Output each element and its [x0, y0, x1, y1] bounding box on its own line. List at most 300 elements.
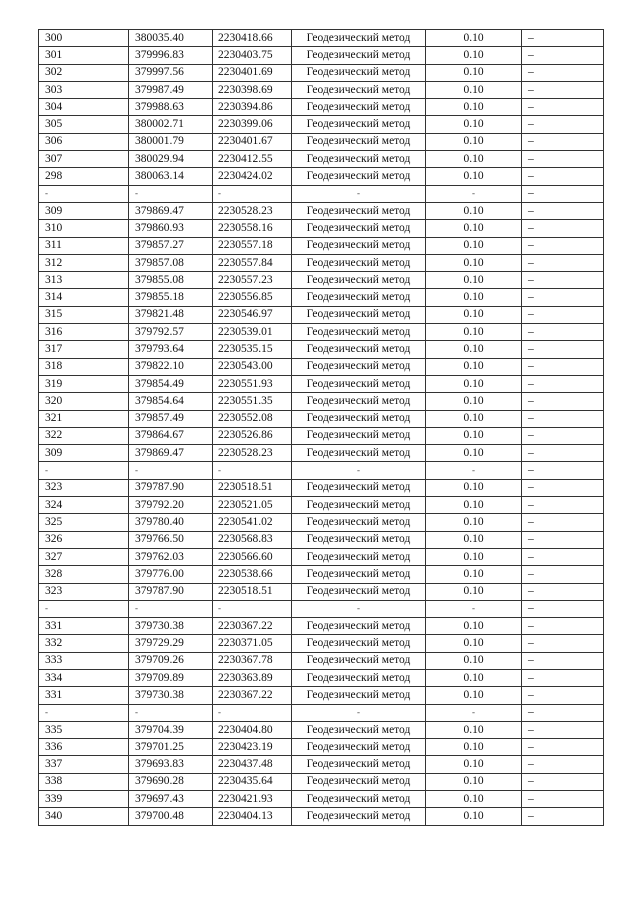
accuracy-cell: 0.10 [426, 635, 522, 652]
point-number-cell: 315 [39, 306, 129, 323]
accuracy-cell: 0.10 [426, 739, 522, 756]
point-number-cell: 313 [39, 272, 129, 289]
y-coordinate-cell: 2230363.89 [213, 669, 292, 686]
description-cell: – [522, 393, 604, 410]
accuracy-cell: - [426, 462, 522, 479]
x-coordinate-cell: - [129, 185, 213, 202]
y-coordinate-cell: - [213, 600, 292, 617]
x-coordinate-cell: 379730.38 [129, 687, 213, 704]
y-coordinate-cell: 2230394.86 [213, 99, 292, 116]
method-cell: Геодезический метод [292, 30, 426, 47]
x-coordinate-cell: 379793.64 [129, 341, 213, 358]
x-coordinate-cell: 379855.08 [129, 272, 213, 289]
description-cell: – [522, 756, 604, 773]
point-number-cell: 298 [39, 168, 129, 185]
method-cell: Геодезический метод [292, 289, 426, 306]
point-number-cell: 307 [39, 151, 129, 168]
point-number-cell: 332 [39, 635, 129, 652]
x-coordinate-cell: 379700.48 [129, 808, 213, 825]
method-cell: Геодезический метод [292, 566, 426, 583]
point-number-cell: - [39, 185, 129, 202]
description-cell: – [522, 479, 604, 496]
x-coordinate-cell: 379988.63 [129, 99, 213, 116]
y-coordinate-cell: 2230412.55 [213, 151, 292, 168]
description-cell: – [522, 47, 604, 64]
x-coordinate-cell: 379792.20 [129, 497, 213, 514]
y-coordinate-cell: 2230404.80 [213, 721, 292, 738]
point-number-cell: 335 [39, 721, 129, 738]
x-coordinate-cell: 379857.49 [129, 410, 213, 427]
table-row [39, 393, 604, 410]
y-coordinate-cell: 2230552.08 [213, 410, 292, 427]
accuracy-cell: 0.10 [426, 652, 522, 669]
table-row [39, 427, 604, 444]
y-coordinate-cell: 2230543.00 [213, 358, 292, 375]
x-coordinate-cell: 379787.90 [129, 583, 213, 600]
y-coordinate-cell: 2230558.16 [213, 220, 292, 237]
table-row [39, 808, 604, 825]
y-coordinate-cell: 2230401.67 [213, 133, 292, 150]
accuracy-cell: 0.10 [426, 583, 522, 600]
y-coordinate-cell: 2230556.85 [213, 289, 292, 306]
table-row [39, 756, 604, 773]
point-number-cell: 336 [39, 739, 129, 756]
table-row [39, 721, 604, 738]
y-coordinate-cell: 2230367.22 [213, 618, 292, 635]
x-coordinate-cell: 379869.47 [129, 445, 213, 462]
method-cell: Геодезический метод [292, 427, 426, 444]
accuracy-cell: 0.10 [426, 151, 522, 168]
method-cell: Геодезический метод [292, 202, 426, 219]
y-coordinate-cell: 2230551.35 [213, 393, 292, 410]
accuracy-cell: 0.10 [426, 220, 522, 237]
y-coordinate-cell: 2230566.60 [213, 548, 292, 565]
table-row [39, 289, 604, 306]
method-cell: Геодезический метод [292, 393, 426, 410]
description-cell: – [522, 687, 604, 704]
description-cell: – [522, 64, 604, 81]
table-row [39, 116, 604, 133]
method-cell: - [292, 600, 426, 617]
table-row [39, 375, 604, 392]
table-row [39, 497, 604, 514]
point-number-cell: 333 [39, 652, 129, 669]
accuracy-cell: 0.10 [426, 756, 522, 773]
method-cell: Геодезический метод [292, 514, 426, 531]
method-cell: Геодезический метод [292, 739, 426, 756]
y-coordinate-cell: 2230399.06 [213, 116, 292, 133]
point-number-cell: 328 [39, 566, 129, 583]
table-row [39, 531, 604, 548]
x-coordinate-cell: 379701.25 [129, 739, 213, 756]
accuracy-cell: 0.10 [426, 721, 522, 738]
accuracy-cell: 0.10 [426, 497, 522, 514]
y-coordinate-cell: 2230423.19 [213, 739, 292, 756]
table-row [39, 514, 604, 531]
method-cell: - [292, 704, 426, 721]
accuracy-cell: 0.10 [426, 133, 522, 150]
table-row [39, 47, 604, 64]
y-coordinate-cell: 2230418.66 [213, 30, 292, 47]
y-coordinate-cell: 2230528.23 [213, 445, 292, 462]
table-row [39, 618, 604, 635]
point-number-cell: 301 [39, 47, 129, 64]
x-coordinate-cell: 379776.00 [129, 566, 213, 583]
point-number-cell: 302 [39, 64, 129, 81]
y-coordinate-cell: 2230568.83 [213, 531, 292, 548]
method-cell: Геодезический метод [292, 669, 426, 686]
method-cell: Геодезический метод [292, 47, 426, 64]
accuracy-cell: 0.10 [426, 99, 522, 116]
table-row [39, 791, 604, 808]
description-cell: – [522, 721, 604, 738]
point-number-cell: 319 [39, 375, 129, 392]
table-row [39, 687, 604, 704]
table-row [39, 237, 604, 254]
y-coordinate-cell: 2230518.51 [213, 479, 292, 496]
table-row [39, 133, 604, 150]
coordinates-table [38, 29, 604, 826]
description-cell: – [522, 566, 604, 583]
description-cell: – [522, 375, 604, 392]
accuracy-cell: 0.10 [426, 791, 522, 808]
point-number-cell: 334 [39, 669, 129, 686]
y-coordinate-cell: 2230557.23 [213, 272, 292, 289]
table-row [39, 358, 604, 375]
x-coordinate-cell: 379690.28 [129, 773, 213, 790]
accuracy-cell: 0.10 [426, 47, 522, 64]
point-number-cell: 306 [39, 133, 129, 150]
point-number-cell: 338 [39, 773, 129, 790]
x-coordinate-cell: 379860.93 [129, 220, 213, 237]
description-cell: – [522, 185, 604, 202]
y-coordinate-cell: 2230539.01 [213, 324, 292, 341]
point-number-cell: 321 [39, 410, 129, 427]
y-coordinate-cell: 2230367.78 [213, 652, 292, 669]
method-cell: Геодезический метод [292, 116, 426, 133]
x-coordinate-cell: 379821.48 [129, 306, 213, 323]
x-coordinate-cell: 379792.57 [129, 324, 213, 341]
method-cell: Геодезический метод [292, 618, 426, 635]
method-cell: - [292, 462, 426, 479]
method-cell: Геодезический метод [292, 773, 426, 790]
accuracy-cell: 0.10 [426, 81, 522, 98]
separator-row [39, 704, 604, 721]
point-number-cell: 303 [39, 81, 129, 98]
x-coordinate-cell: 379855.18 [129, 289, 213, 306]
y-coordinate-cell: 2230557.84 [213, 254, 292, 271]
description-cell: – [522, 306, 604, 323]
accuracy-cell: 0.10 [426, 64, 522, 81]
x-coordinate-cell: 379857.27 [129, 237, 213, 254]
table-row [39, 773, 604, 790]
accuracy-cell: 0.10 [426, 669, 522, 686]
description-cell: – [522, 427, 604, 444]
point-number-cell: - [39, 600, 129, 617]
y-coordinate-cell: 2230403.75 [213, 47, 292, 64]
y-coordinate-cell: 2230526.86 [213, 427, 292, 444]
table-row [39, 652, 604, 669]
y-coordinate-cell: 2230404.13 [213, 808, 292, 825]
accuracy-cell: 0.10 [426, 254, 522, 271]
table-row [39, 272, 604, 289]
x-coordinate-cell: 380029.94 [129, 151, 213, 168]
description-cell: – [522, 237, 604, 254]
method-cell: Геодезический метод [292, 306, 426, 323]
method-cell: Геодезический метод [292, 652, 426, 669]
method-cell: Геодезический метод [292, 687, 426, 704]
point-number-cell: 339 [39, 791, 129, 808]
accuracy-cell: 0.10 [426, 514, 522, 531]
y-coordinate-cell: 2230421.93 [213, 791, 292, 808]
point-number-cell: 309 [39, 445, 129, 462]
method-cell: Геодезический метод [292, 133, 426, 150]
table-row [39, 30, 604, 47]
accuracy-cell: 0.10 [426, 358, 522, 375]
description-cell: – [522, 254, 604, 271]
coordinates-table-body [39, 30, 604, 826]
accuracy-cell: 0.10 [426, 202, 522, 219]
x-coordinate-cell: 379729.29 [129, 635, 213, 652]
accuracy-cell: 0.10 [426, 410, 522, 427]
description-cell: – [522, 30, 604, 47]
description-cell: – [522, 445, 604, 462]
description-cell: – [522, 324, 604, 341]
table-row [39, 202, 604, 219]
x-coordinate-cell: 379854.49 [129, 375, 213, 392]
point-number-cell: 327 [39, 548, 129, 565]
method-cell: Геодезический метод [292, 81, 426, 98]
method-cell: - [292, 185, 426, 202]
description-cell: – [522, 600, 604, 617]
method-cell: Геодезический метод [292, 341, 426, 358]
table-row [39, 64, 604, 81]
x-coordinate-cell: 379854.64 [129, 393, 213, 410]
description-cell: – [522, 497, 604, 514]
point-number-cell: 322 [39, 427, 129, 444]
description-cell: – [522, 669, 604, 686]
point-number-cell: 316 [39, 324, 129, 341]
method-cell: Геодезический метод [292, 548, 426, 565]
description-cell: – [522, 289, 604, 306]
method-cell: Геодезический метод [292, 756, 426, 773]
y-coordinate-cell: 2230557.18 [213, 237, 292, 254]
accuracy-cell: 0.10 [426, 566, 522, 583]
method-cell: Геодезический метод [292, 808, 426, 825]
description-cell: – [522, 531, 604, 548]
accuracy-cell: 0.10 [426, 687, 522, 704]
table-row [39, 479, 604, 496]
method-cell: Геодезический метод [292, 324, 426, 341]
table-row [39, 635, 604, 652]
separator-row [39, 462, 604, 479]
accuracy-cell: 0.10 [426, 237, 522, 254]
x-coordinate-cell: 379697.43 [129, 791, 213, 808]
table-row [39, 341, 604, 358]
method-cell: Геодезический метод [292, 151, 426, 168]
accuracy-cell: 0.10 [426, 445, 522, 462]
accuracy-cell: - [426, 600, 522, 617]
point-number-cell: - [39, 462, 129, 479]
point-number-cell: 304 [39, 99, 129, 116]
y-coordinate-cell: 2230437.48 [213, 756, 292, 773]
y-coordinate-cell: - [213, 185, 292, 202]
x-coordinate-cell: 379709.89 [129, 669, 213, 686]
table-row [39, 306, 604, 323]
method-cell: Геодезический метод [292, 254, 426, 271]
description-cell: – [522, 635, 604, 652]
table-row [39, 81, 604, 98]
description-cell: – [522, 81, 604, 98]
description-cell: – [522, 618, 604, 635]
accuracy-cell: 0.10 [426, 116, 522, 133]
x-coordinate-cell: 379787.90 [129, 479, 213, 496]
accuracy-cell: 0.10 [426, 531, 522, 548]
x-coordinate-cell: 379869.47 [129, 202, 213, 219]
table-row [39, 151, 604, 168]
y-coordinate-cell: 2230518.51 [213, 583, 292, 600]
method-cell: Геодезический метод [292, 99, 426, 116]
table-row [39, 324, 604, 341]
y-coordinate-cell: 2230535.15 [213, 341, 292, 358]
point-number-cell: 309 [39, 202, 129, 219]
y-coordinate-cell: - [213, 704, 292, 721]
point-number-cell: - [39, 704, 129, 721]
x-coordinate-cell: 379987.49 [129, 81, 213, 98]
accuracy-cell: 0.10 [426, 808, 522, 825]
accuracy-cell: 0.10 [426, 324, 522, 341]
y-coordinate-cell: 2230551.93 [213, 375, 292, 392]
point-number-cell: 305 [39, 116, 129, 133]
description-cell: – [522, 151, 604, 168]
description-cell: – [522, 652, 604, 669]
x-coordinate-cell: 379709.26 [129, 652, 213, 669]
method-cell: Геодезический метод [292, 497, 426, 514]
point-number-cell: 323 [39, 583, 129, 600]
description-cell: – [522, 583, 604, 600]
y-coordinate-cell: 2230371.05 [213, 635, 292, 652]
description-cell: – [522, 739, 604, 756]
method-cell: Геодезический метод [292, 272, 426, 289]
point-number-cell: 325 [39, 514, 129, 531]
point-number-cell: 314 [39, 289, 129, 306]
y-coordinate-cell: 2230398.69 [213, 81, 292, 98]
y-coordinate-cell: 2230401.69 [213, 64, 292, 81]
method-cell: Геодезический метод [292, 358, 426, 375]
accuracy-cell: 0.10 [426, 618, 522, 635]
point-number-cell: 320 [39, 393, 129, 410]
point-number-cell: 312 [39, 254, 129, 271]
method-cell: Геодезический метод [292, 237, 426, 254]
table-row [39, 220, 604, 237]
method-cell: Геодезический метод [292, 375, 426, 392]
description-cell: – [522, 168, 604, 185]
y-coordinate-cell: 2230435.64 [213, 773, 292, 790]
accuracy-cell: 0.10 [426, 375, 522, 392]
description-cell: – [522, 773, 604, 790]
x-coordinate-cell: 379997.56 [129, 64, 213, 81]
table-row [39, 254, 604, 271]
method-cell: Геодезический метод [292, 445, 426, 462]
x-coordinate-cell: 379730.38 [129, 618, 213, 635]
point-number-cell: 318 [39, 358, 129, 375]
table-row [39, 99, 604, 116]
description-cell: – [522, 116, 604, 133]
y-coordinate-cell: - [213, 462, 292, 479]
point-number-cell: 310 [39, 220, 129, 237]
description-cell: – [522, 202, 604, 219]
point-number-cell: 323 [39, 479, 129, 496]
point-number-cell: 331 [39, 687, 129, 704]
y-coordinate-cell: 2230424.02 [213, 168, 292, 185]
description-cell: – [522, 704, 604, 721]
y-coordinate-cell: 2230521.05 [213, 497, 292, 514]
x-coordinate-cell: 379822.10 [129, 358, 213, 375]
separator-row [39, 600, 604, 617]
description-cell: – [522, 99, 604, 116]
x-coordinate-cell: 379693.83 [129, 756, 213, 773]
point-number-cell: 326 [39, 531, 129, 548]
point-number-cell: 324 [39, 497, 129, 514]
table-row [39, 566, 604, 583]
accuracy-cell: 0.10 [426, 341, 522, 358]
table-row [39, 669, 604, 686]
point-number-cell: 317 [39, 341, 129, 358]
table-row [39, 445, 604, 462]
description-cell: – [522, 791, 604, 808]
point-number-cell: 300 [39, 30, 129, 47]
y-coordinate-cell: 2230528.23 [213, 202, 292, 219]
method-cell: Геодезический метод [292, 410, 426, 427]
x-coordinate-cell: 379857.08 [129, 254, 213, 271]
method-cell: Геодезический метод [292, 479, 426, 496]
point-number-cell: 340 [39, 808, 129, 825]
description-cell: – [522, 410, 604, 427]
x-coordinate-cell: 380002.71 [129, 116, 213, 133]
x-coordinate-cell: 379762.03 [129, 548, 213, 565]
method-cell: Геодезический метод [292, 531, 426, 548]
method-cell: Геодезический метод [292, 64, 426, 81]
x-coordinate-cell: - [129, 600, 213, 617]
accuracy-cell: 0.10 [426, 272, 522, 289]
description-cell: – [522, 462, 604, 479]
x-coordinate-cell: 379864.67 [129, 427, 213, 444]
point-number-cell: 311 [39, 237, 129, 254]
table-row [39, 410, 604, 427]
accuracy-cell: 0.10 [426, 479, 522, 496]
description-cell: – [522, 358, 604, 375]
table-row [39, 168, 604, 185]
description-cell: – [522, 133, 604, 150]
accuracy-cell: 0.10 [426, 168, 522, 185]
x-coordinate-cell: 379704.39 [129, 721, 213, 738]
accuracy-cell: 0.10 [426, 289, 522, 306]
x-coordinate-cell: 379780.40 [129, 514, 213, 531]
x-coordinate-cell: 379766.50 [129, 531, 213, 548]
description-cell: – [522, 808, 604, 825]
description-cell: – [522, 514, 604, 531]
x-coordinate-cell: 380063.14 [129, 168, 213, 185]
description-cell: – [522, 548, 604, 565]
y-coordinate-cell: 2230367.22 [213, 687, 292, 704]
accuracy-cell: - [426, 704, 522, 721]
x-coordinate-cell: 380001.79 [129, 133, 213, 150]
description-cell: – [522, 220, 604, 237]
method-cell: Геодезический метод [292, 583, 426, 600]
method-cell: Геодезический метод [292, 168, 426, 185]
x-coordinate-cell: 380035.40 [129, 30, 213, 47]
method-cell: Геодезический метод [292, 635, 426, 652]
